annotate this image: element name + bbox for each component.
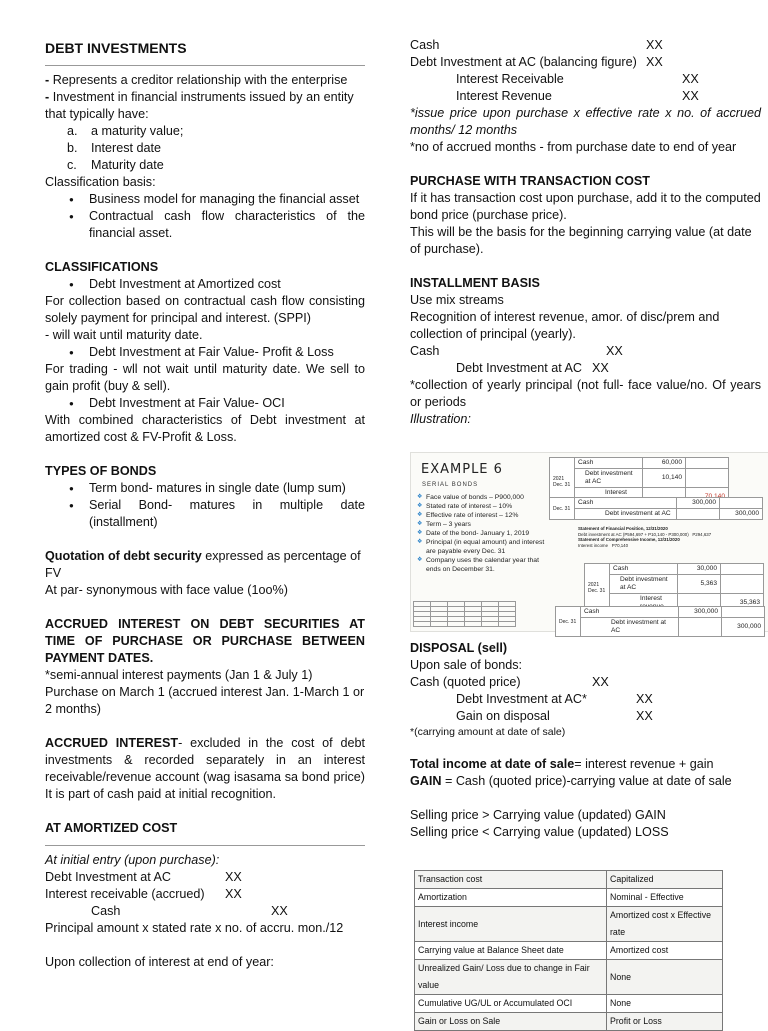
classification-2-text: For trading - wll not wait until maturity date. We sell to gain profit (buy & sell). bbox=[45, 362, 365, 393]
left-column bbox=[45, 30, 365, 971]
amortized-divider bbox=[45, 845, 365, 846]
example-entry-2: Dec. 31 Cash 300,000 Debt investment at AC 300,000 bbox=[549, 497, 763, 520]
carrying-amount-note: *(carrying amount at date of sale) bbox=[410, 726, 566, 738]
example-entry-3: 2021 Dec. 31 Cash 30,000 Debt investment at AC 5,363 Interest 35,363 bbox=[584, 563, 764, 613]
disposal-heading: DISPOSAL (sell) bbox=[410, 641, 508, 655]
amortization-schedule-thumbnail bbox=[413, 601, 516, 627]
list-item: ● Term bond- matures in single date (lump sum) bbox=[89, 480, 365, 497]
journal-entry-row: Cash XX bbox=[91, 904, 288, 918]
transaction-cost-heading: PURCHASE WITH TRANSACTION COST bbox=[410, 174, 650, 188]
accrued-interest-heading: ACCRUED INTEREST ON DEBT SECURITIES AT TIME OF PURCHASE OR PURCHASE BETWEEN PAYMENT DATES. bbox=[45, 617, 365, 665]
maturity-list bbox=[45, 123, 365, 174]
journal-entry-row: Interest Revenue XX bbox=[456, 89, 699, 103]
illustration-label: Illustration: bbox=[410, 412, 471, 426]
list-item: ● Business model for managing the financial asset bbox=[89, 191, 365, 208]
table-row: Carrying value at Balance Sheet date Amortized cost bbox=[415, 942, 723, 960]
initial-entry-label: At initial entry (upon purchase): bbox=[45, 853, 220, 867]
journal-entry-row: Debt Investment at AC* XX bbox=[456, 692, 653, 706]
at-par-text: At par- synonymous with face value (1oo%) bbox=[45, 583, 288, 597]
amortized-cost-summary-table bbox=[414, 870, 723, 1031]
accrued-line-1: *semi-annual interest payments (Jan 1 & July 1) bbox=[45, 668, 313, 682]
table-row: Unrealized Gain/ Loss due to change in Fair value None bbox=[415, 960, 723, 995]
example-entry-4: Dec. 31 Cash 300,000 Debt investment at AC 300,000 bbox=[555, 606, 765, 637]
journal-entry-row: Debt Investment at AC (balancing figure) XX bbox=[410, 55, 663, 69]
types-of-bonds-heading: TYPES OF BONDS bbox=[45, 464, 157, 478]
journal-entry-row: Cash XX bbox=[410, 344, 623, 358]
table-row: Transaction cost Capitalized bbox=[415, 871, 723, 889]
journal-entry-row: Interest Receivable XX bbox=[456, 72, 699, 86]
total-income-formula: Total income at date of sale= interest revenue + gain bbox=[410, 757, 714, 771]
table-row: Gain or Loss on Sale Profit or Loss bbox=[415, 1013, 723, 1031]
classification-2: ● Debt Investment at Fair Value- Profit & Loss bbox=[45, 344, 365, 361]
classifications-heading: CLASSIFICATIONS bbox=[45, 260, 159, 274]
journal-entry-row: Cash (quoted price) XX bbox=[410, 675, 609, 689]
list-item: ● Serial Bond- matures in multiple date (installment) bbox=[89, 497, 365, 531]
list-item: c. Maturity date bbox=[67, 158, 164, 172]
journal-entry-row: Debt Investment at AC XX bbox=[456, 361, 609, 375]
installment-note: *collection of yearly principal (not full- face value/no. Of years or periods bbox=[410, 378, 761, 409]
classification-3: ● Debt Investment at Fair Value- OCI bbox=[45, 395, 365, 412]
journal-entry-row: Debt Investment at AC XX bbox=[45, 870, 242, 884]
table-row: Amortization Nominal - Effective bbox=[415, 889, 723, 907]
example-facts: ❖ Face value of bonds – P900,000 ❖ Stated rate of interest – 10% ❖ Effective rate of interest – 12% ❖ Term – 3 years ❖ Date of the bond- January 1, 2019 ❖ Principal (in equal amount) and interest are payable every Dec. 31 ❖ Company uses the calendar year that ends on December 31. bbox=[417, 493, 547, 574]
accrued-line-2: Purchase on March 1 (accrued interest Jan. 1-March 1 or 2 months) bbox=[45, 685, 365, 716]
transaction-cost-text-2: This will be the basis for the beginning carrying value (at date of purchase). bbox=[410, 225, 752, 256]
journal-entry-row: Gain on disposal XX bbox=[456, 709, 653, 723]
list-item: a. a maturity value; bbox=[67, 124, 184, 138]
bond-types-list bbox=[45, 480, 365, 531]
example-statements: Statement of Financial Position, 12/31/2020 Debt investment at AC (P594,697 + P10,140 - P300,000) P294,637 Statement of Comprehensive Income, 12/31/2020 Interest income P70,140 bbox=[578, 526, 712, 548]
page-title: DEBT INVESTMENTS bbox=[45, 40, 187, 56]
example-title: EXAMPLE 6 bbox=[421, 462, 503, 477]
journal-entry-row: Cash XX bbox=[410, 38, 663, 52]
classification-1-note: - will wait until maturity date. bbox=[45, 328, 203, 342]
journal-entry-row: Interest receivable (accrued) XX bbox=[45, 887, 242, 901]
classification-1: ● Debt Investment at Amortized cost bbox=[45, 276, 365, 293]
example-entry-1: 2021 Dec. 31 Cash 60,000 Debt investment at AC 10,140 Interest bbox=[549, 457, 729, 507]
right-column bbox=[410, 37, 761, 841]
example-subtitle: SERIAL BONDS bbox=[422, 482, 479, 488]
installment-line-2: Recognition of interest revenue, amor. of disc/prem and collection of principal (yearly). bbox=[410, 310, 720, 341]
classification-3-text: With combined characteristics of Debt investment at amortized cost & FV-Profit & Loss. bbox=[45, 413, 365, 444]
title-divider bbox=[45, 65, 365, 66]
classification-basis-list bbox=[45, 191, 365, 242]
disposal-line-1: Upon sale of bonds: bbox=[410, 658, 523, 672]
transaction-cost-text-1: If it has transaction cost upon purchase, add it to the computed bond price (purchase price). bbox=[410, 191, 761, 222]
selling-gain-rule: Selling price > Carrying value (updated) GAIN bbox=[410, 808, 666, 822]
classification-basis-label: Classification basis: bbox=[45, 175, 156, 189]
upon-collection-label: Upon collection of interest at end of year: bbox=[45, 955, 274, 969]
issue-price-note: *issue price upon purchase x effective rate x no. of accrued months/ 12 months bbox=[410, 106, 761, 137]
selling-loss-rule: Selling price < Carrying value (updated) LOSS bbox=[410, 825, 669, 839]
intro-line-1: - Represents a creditor relationship with the enterprise bbox=[45, 73, 348, 87]
table-row: Interest income Amortized cost x Effective rate bbox=[415, 907, 723, 942]
list-item: ● Contractual cash flow characteristics of the financial asset. bbox=[89, 208, 365, 242]
accrued-months-note: *no of accrued months - from purchase date to end of year bbox=[410, 140, 737, 154]
principal-formula: Principal amount x stated rate x no. of accru. mon./12 bbox=[45, 921, 344, 935]
intro-line-2: - Investment in financial instruments issued by an entity that typically have: bbox=[45, 90, 354, 121]
table-row: Cumulative UG/UL or Accumulated OCI None bbox=[415, 995, 723, 1013]
classification-1-text: For collection based on contractual cash flow consisting solely payment for principal and interest. (SPPI) bbox=[45, 294, 365, 325]
list-item: b. Interest date bbox=[67, 141, 162, 155]
installment-line-1: Use mix streams bbox=[410, 293, 504, 307]
installment-basis-heading: INSTALLMENT BASIS bbox=[410, 276, 540, 290]
accrued-interest-definition: ACCRUED INTEREST- excluded in the cost of debt investments & recorded separately in an interest receivable/revenue account (wag isasama sa bond price) It is part of cash paid at initial recognition. bbox=[45, 736, 365, 801]
quotation-text: Quotation of debt security expressed as percentage of FV bbox=[45, 549, 361, 580]
amortized-cost-heading: AT AMORTIZED COST bbox=[45, 821, 178, 835]
gain-formula: GAIN = Cash (quoted price)-carrying value at date of sale bbox=[410, 774, 732, 788]
